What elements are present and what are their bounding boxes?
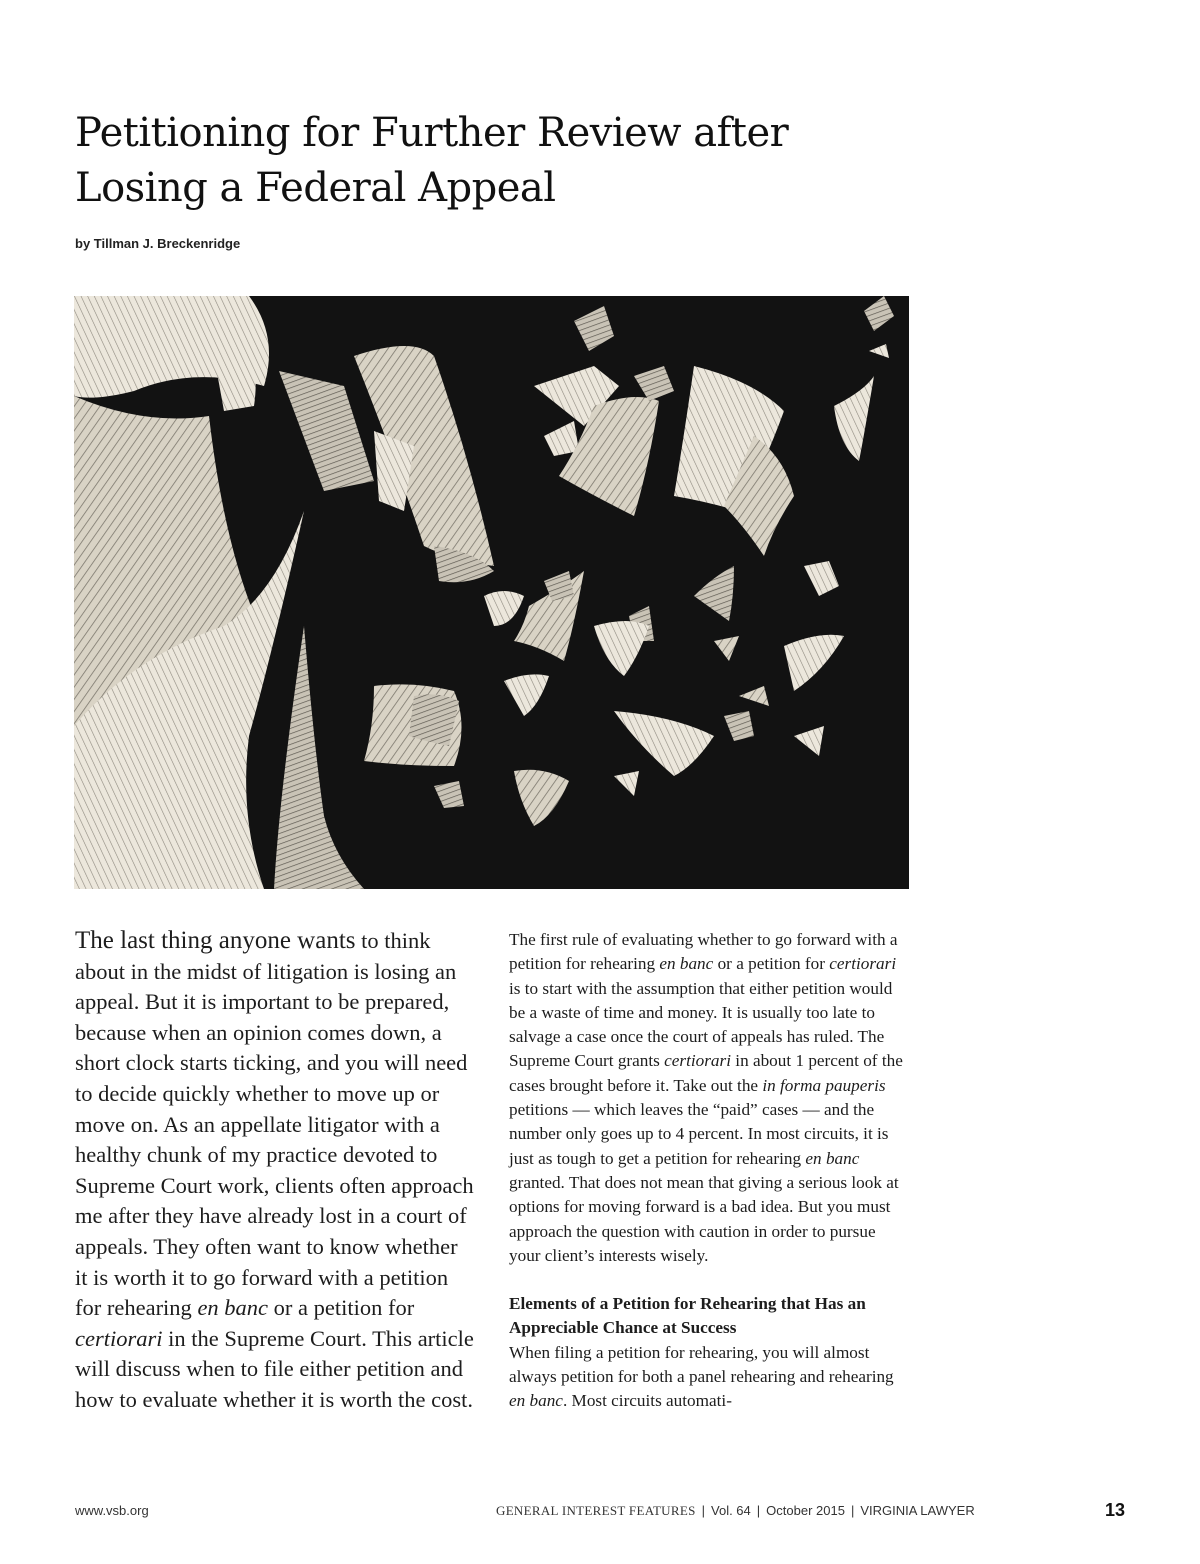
separator: | — [701, 1503, 706, 1518]
body-paragraph-2 — [509, 1341, 909, 1414]
papers-scattering-icon — [74, 296, 909, 889]
footer-website-link[interactable]: www.vsb.org — [75, 1503, 149, 1518]
p2-text-a: When filing a petition for rehearing, you will almost always petition for both a panel rehearing and rehearing — [509, 1342, 894, 1387]
separator: | — [850, 1503, 855, 1518]
article-illustration — [74, 296, 909, 889]
p2-italic-1: en banc — [509, 1391, 563, 1411]
p1-text-d: in about 1 percent of the cases brought before it. Take out the — [509, 1051, 903, 1095]
intro-text-2: or a petition for — [268, 1295, 415, 1321]
article-body — [509, 928, 909, 1414]
article-intro — [75, 926, 475, 1416]
title-line-1: Petitioning for Further Review after — [75, 110, 789, 156]
body-paragraph-1 — [509, 928, 909, 1268]
page-number: 13 — [1104, 1500, 1125, 1520]
footer-volume: Vol. 64 — [711, 1503, 751, 1518]
p1-text-e: petitions — which leaves the “paid” cases — and the number only goes up to 4 percent. In most circuits, it is just as tough to get a petition for rehearing — [509, 1100, 889, 1168]
footer-date: October 2015 — [766, 1503, 845, 1518]
separator: | — [756, 1503, 761, 1518]
title-line-2: Losing a Federal Appeal — [75, 165, 556, 211]
article-title — [75, 106, 935, 216]
p2-text-b: . Most circuits automati- — [562, 1391, 732, 1411]
p1-text-a: The first rule of evaluating whether to go forward with a petition for rehearing — [509, 930, 898, 974]
lead-in: The last thing anyone wants — [75, 927, 356, 954]
intro-text-1: to think about in the midst of litigation is losing an appeal. But it is important to be prepared, because when an opinion comes down, a short clock starts ticking, and you will need to decide quickly whether to move up or move on. As an appellate litigator with a healthy chunk of my practice devoted to Supreme Court work, clients often approach me after they have already lost in a court of appeals. They often want to know whether it is worth it to go forward with a petition for rehearing — [75, 928, 474, 1321]
intro-text-3: in the Supreme Court. This article will discuss when to file either petition and how to evaluate whether it is worth the cost. — [75, 1325, 474, 1412]
intro-italic-1: en banc — [197, 1295, 269, 1321]
p1-italic-3: certiorari — [664, 1051, 731, 1071]
footer-publication-info — [496, 1503, 975, 1519]
p1-italic-5: en banc — [805, 1148, 860, 1168]
intro-italic-2: certiorari — [75, 1325, 163, 1351]
p1-italic-4: in forma pauperis — [762, 1075, 886, 1095]
byline: by Tillman J. Breckenridge — [75, 236, 241, 251]
p1-text-f: granted. That does not mean that giving a serious look at options for moving forward is a bad idea. But you must approach the question with caution in order to pursue your client’s interests wisely. — [509, 1172, 899, 1265]
p1-italic-1: en banc — [659, 954, 714, 974]
p1-italic-2: certiorari — [829, 954, 897, 974]
footer-section: GENERAL INTEREST FEATURES — [496, 1503, 696, 1518]
section-heading: Elements of a Petition for Rehearing that Has an Appreciable Chance at Success — [509, 1294, 866, 1338]
p1-text-b: or a petition for — [713, 954, 830, 974]
p1-text-c: is to start with the assumption that either petition would be a waste of time and money. It is usually too late to salvage a case once the court of appeals has ruled. The Supreme Court grants — [509, 978, 893, 1071]
footer-publication: VIRGINIA LAWYER — [860, 1503, 975, 1518]
